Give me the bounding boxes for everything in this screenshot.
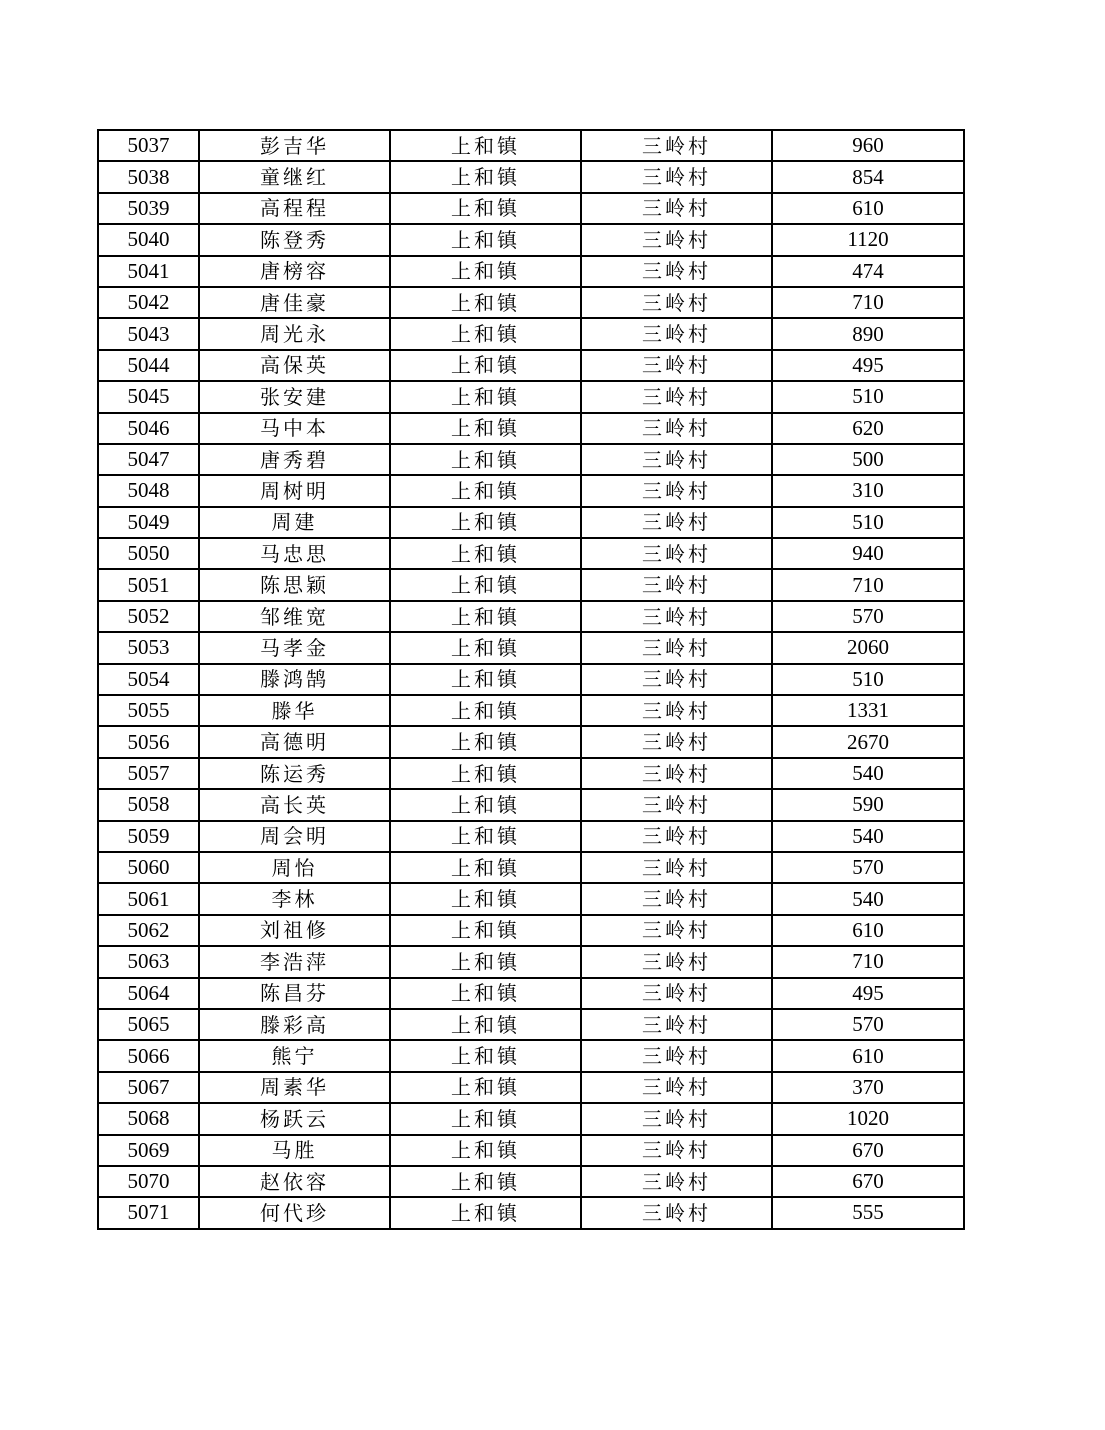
cell-amount: 610 — [772, 915, 964, 946]
table-row — [98, 883, 964, 914]
cell-amount: 590 — [772, 789, 964, 820]
cell-amount: 510 — [772, 664, 964, 695]
cell-amount: 670 — [772, 1135, 964, 1166]
cell-name: 彭吉华 — [199, 130, 390, 161]
cell-amount: 474 — [772, 256, 964, 287]
cell-town: 上和镇 — [390, 852, 581, 883]
cell-name: 赵依容 — [199, 1166, 390, 1197]
cell-name: 熊宁 — [199, 1040, 390, 1071]
cell-amount: 500 — [772, 444, 964, 475]
cell-village: 三岭村 — [581, 507, 772, 538]
cell-id: 5062 — [98, 915, 199, 946]
cell-village: 三岭村 — [581, 444, 772, 475]
cell-town: 上和镇 — [390, 1135, 581, 1166]
table-row — [98, 821, 964, 852]
cell-amount: 570 — [772, 1009, 964, 1040]
cell-amount: 620 — [772, 413, 964, 444]
cell-town: 上和镇 — [390, 350, 581, 381]
cell-village: 三岭村 — [581, 256, 772, 287]
table-row — [98, 915, 964, 946]
cell-village: 三岭村 — [581, 883, 772, 914]
cell-id: 5057 — [98, 758, 199, 789]
cell-town: 上和镇 — [390, 256, 581, 287]
cell-village: 三岭村 — [581, 318, 772, 349]
table-row — [98, 978, 964, 1009]
table-row — [98, 695, 964, 726]
cell-village: 三岭村 — [581, 1009, 772, 1040]
cell-village: 三岭村 — [581, 1072, 772, 1103]
cell-amount: 2670 — [772, 726, 964, 757]
cell-name: 何代珍 — [199, 1197, 390, 1228]
cell-name: 马中本 — [199, 413, 390, 444]
cell-amount: 495 — [772, 978, 964, 1009]
cell-name: 刘祖修 — [199, 915, 390, 946]
cell-town: 上和镇 — [390, 1103, 581, 1134]
cell-town: 上和镇 — [390, 1166, 581, 1197]
cell-id: 5068 — [98, 1103, 199, 1134]
table-row — [98, 1072, 964, 1103]
table-row — [98, 413, 964, 444]
table-row — [98, 758, 964, 789]
cell-town: 上和镇 — [390, 193, 581, 224]
cell-amount: 510 — [772, 381, 964, 412]
cell-amount: 890 — [772, 318, 964, 349]
cell-amount: 540 — [772, 883, 964, 914]
cell-id: 5040 — [98, 224, 199, 255]
cell-name: 李浩萍 — [199, 946, 390, 977]
cell-town: 上和镇 — [390, 538, 581, 569]
cell-name: 邹维宽 — [199, 601, 390, 632]
cell-town: 上和镇 — [390, 1072, 581, 1103]
cell-village: 三岭村 — [581, 475, 772, 506]
cell-town: 上和镇 — [390, 507, 581, 538]
table-row — [98, 193, 964, 224]
cell-village: 三岭村 — [581, 726, 772, 757]
cell-id: 5054 — [98, 664, 199, 695]
cell-town: 上和镇 — [390, 569, 581, 600]
cell-id: 5071 — [98, 1197, 199, 1228]
cell-id: 5044 — [98, 350, 199, 381]
cell-village: 三岭村 — [581, 1197, 772, 1228]
cell-name: 周素华 — [199, 1072, 390, 1103]
cell-town: 上和镇 — [390, 130, 581, 161]
cell-id: 5059 — [98, 821, 199, 852]
cell-town: 上和镇 — [390, 1009, 581, 1040]
cell-town: 上和镇 — [390, 915, 581, 946]
cell-id: 5066 — [98, 1040, 199, 1071]
cell-amount: 1120 — [772, 224, 964, 255]
cell-town: 上和镇 — [390, 224, 581, 255]
cell-id: 5061 — [98, 883, 199, 914]
cell-town: 上和镇 — [390, 601, 581, 632]
cell-id: 5058 — [98, 789, 199, 820]
cell-amount: 710 — [772, 569, 964, 600]
cell-name: 李林 — [199, 883, 390, 914]
cell-village: 三岭村 — [581, 695, 772, 726]
cell-name: 周怡 — [199, 852, 390, 883]
cell-name: 周光永 — [199, 318, 390, 349]
cell-village: 三岭村 — [581, 1166, 772, 1197]
table-row — [98, 350, 964, 381]
table-row — [98, 1197, 964, 1228]
cell-id: 5037 — [98, 130, 199, 161]
cell-amount: 960 — [772, 130, 964, 161]
cell-name: 唐秀碧 — [199, 444, 390, 475]
cell-name: 马孝金 — [199, 632, 390, 663]
cell-id: 5049 — [98, 507, 199, 538]
cell-village: 三岭村 — [581, 224, 772, 255]
cell-village: 三岭村 — [581, 852, 772, 883]
cell-name: 周会明 — [199, 821, 390, 852]
table-row — [98, 381, 964, 412]
cell-amount: 710 — [772, 287, 964, 318]
cell-village: 三岭村 — [581, 821, 772, 852]
cell-id: 5060 — [98, 852, 199, 883]
table-row — [98, 1166, 964, 1197]
cell-amount: 710 — [772, 946, 964, 977]
cell-village: 三岭村 — [581, 381, 772, 412]
cell-id: 5067 — [98, 1072, 199, 1103]
cell-id: 5043 — [98, 318, 199, 349]
table-row — [98, 569, 964, 600]
cell-name: 杨跃云 — [199, 1103, 390, 1134]
cell-town: 上和镇 — [390, 664, 581, 695]
cell-name: 陈登秀 — [199, 224, 390, 255]
cell-name: 陈昌芬 — [199, 978, 390, 1009]
cell-village: 三岭村 — [581, 664, 772, 695]
cell-name: 马忠思 — [199, 538, 390, 569]
table-row — [98, 852, 964, 883]
table-row — [98, 287, 964, 318]
cell-town: 上和镇 — [390, 883, 581, 914]
cell-id: 5064 — [98, 978, 199, 1009]
cell-id: 5055 — [98, 695, 199, 726]
cell-name: 高德明 — [199, 726, 390, 757]
cell-town: 上和镇 — [390, 946, 581, 977]
cell-name: 马胜 — [199, 1135, 390, 1166]
cell-town: 上和镇 — [390, 1197, 581, 1228]
table-row — [98, 130, 964, 161]
table-row — [98, 1103, 964, 1134]
table-row — [98, 789, 964, 820]
cell-village: 三岭村 — [581, 601, 772, 632]
table-row — [98, 475, 964, 506]
cell-town: 上和镇 — [390, 978, 581, 1009]
cell-amount: 610 — [772, 193, 964, 224]
cell-village: 三岭村 — [581, 758, 772, 789]
cell-town: 上和镇 — [390, 789, 581, 820]
cell-village: 三岭村 — [581, 130, 772, 161]
table-row — [98, 664, 964, 695]
cell-town: 上和镇 — [390, 444, 581, 475]
table-row — [98, 161, 964, 192]
table-row — [98, 1135, 964, 1166]
cell-town: 上和镇 — [390, 632, 581, 663]
cell-id: 5053 — [98, 632, 199, 663]
table-row — [98, 946, 964, 977]
cell-id: 5065 — [98, 1009, 199, 1040]
cell-name: 滕鸿鹄 — [199, 664, 390, 695]
cell-village: 三岭村 — [581, 1103, 772, 1134]
cell-town: 上和镇 — [390, 287, 581, 318]
cell-id: 5048 — [98, 475, 199, 506]
cell-town: 上和镇 — [390, 726, 581, 757]
cell-village: 三岭村 — [581, 413, 772, 444]
cell-town: 上和镇 — [390, 1040, 581, 1071]
table-row — [98, 318, 964, 349]
cell-amount: 1020 — [772, 1103, 964, 1134]
cell-name: 陈思颖 — [199, 569, 390, 600]
table-row — [98, 601, 964, 632]
table-row — [98, 224, 964, 255]
cell-village: 三岭村 — [581, 1135, 772, 1166]
table-row — [98, 507, 964, 538]
cell-town: 上和镇 — [390, 381, 581, 412]
cell-amount: 570 — [772, 601, 964, 632]
cell-town: 上和镇 — [390, 758, 581, 789]
table-row — [98, 1009, 964, 1040]
cell-village: 三岭村 — [581, 978, 772, 1009]
cell-id: 5070 — [98, 1166, 199, 1197]
cell-name: 陈运秀 — [199, 758, 390, 789]
table-row — [98, 632, 964, 663]
table-row — [98, 726, 964, 757]
cell-name: 滕彩高 — [199, 1009, 390, 1040]
cell-id: 5056 — [98, 726, 199, 757]
cell-id: 5039 — [98, 193, 199, 224]
cell-name: 唐榜容 — [199, 256, 390, 287]
cell-id: 5052 — [98, 601, 199, 632]
cell-id: 5050 — [98, 538, 199, 569]
cell-village: 三岭村 — [581, 789, 772, 820]
cell-amount: 854 — [772, 161, 964, 192]
cell-amount: 510 — [772, 507, 964, 538]
cell-village: 三岭村 — [581, 569, 772, 600]
cell-id: 5041 — [98, 256, 199, 287]
cell-name: 童继红 — [199, 161, 390, 192]
cell-id: 5063 — [98, 946, 199, 977]
cell-amount: 495 — [772, 350, 964, 381]
cell-village: 三岭村 — [581, 915, 772, 946]
cell-name: 高长英 — [199, 789, 390, 820]
table-row — [98, 444, 964, 475]
cell-id: 5047 — [98, 444, 199, 475]
cell-town: 上和镇 — [390, 318, 581, 349]
table-row — [98, 1040, 964, 1071]
table-row — [98, 538, 964, 569]
cell-village: 三岭村 — [581, 350, 772, 381]
cell-village: 三岭村 — [581, 632, 772, 663]
cell-amount: 540 — [772, 758, 964, 789]
cell-amount: 940 — [772, 538, 964, 569]
cell-id: 5069 — [98, 1135, 199, 1166]
cell-village: 三岭村 — [581, 161, 772, 192]
cell-village: 三岭村 — [581, 538, 772, 569]
cell-amount: 540 — [772, 821, 964, 852]
cell-village: 三岭村 — [581, 193, 772, 224]
subsidy-table — [97, 129, 965, 1230]
cell-village: 三岭村 — [581, 946, 772, 977]
cell-name: 周建 — [199, 507, 390, 538]
cell-town: 上和镇 — [390, 161, 581, 192]
cell-name: 高保英 — [199, 350, 390, 381]
cell-amount: 370 — [772, 1072, 964, 1103]
cell-name: 张安建 — [199, 381, 390, 412]
cell-amount: 610 — [772, 1040, 964, 1071]
cell-id: 5038 — [98, 161, 199, 192]
cell-village: 三岭村 — [581, 1040, 772, 1071]
cell-amount: 310 — [772, 475, 964, 506]
cell-amount: 670 — [772, 1166, 964, 1197]
cell-name: 高程程 — [199, 193, 390, 224]
cell-town: 上和镇 — [390, 475, 581, 506]
cell-id: 5046 — [98, 413, 199, 444]
cell-amount: 555 — [772, 1197, 964, 1228]
cell-town: 上和镇 — [390, 695, 581, 726]
cell-amount: 2060 — [772, 632, 964, 663]
cell-name: 唐佳豪 — [199, 287, 390, 318]
cell-id: 5051 — [98, 569, 199, 600]
cell-amount: 1331 — [772, 695, 964, 726]
cell-id: 5042 — [98, 287, 199, 318]
cell-town: 上和镇 — [390, 413, 581, 444]
cell-name: 周树明 — [199, 475, 390, 506]
cell-amount: 570 — [772, 852, 964, 883]
table-body — [98, 130, 964, 1229]
table-row — [98, 256, 964, 287]
cell-village: 三岭村 — [581, 287, 772, 318]
cell-name: 滕华 — [199, 695, 390, 726]
cell-id: 5045 — [98, 381, 199, 412]
cell-town: 上和镇 — [390, 821, 581, 852]
